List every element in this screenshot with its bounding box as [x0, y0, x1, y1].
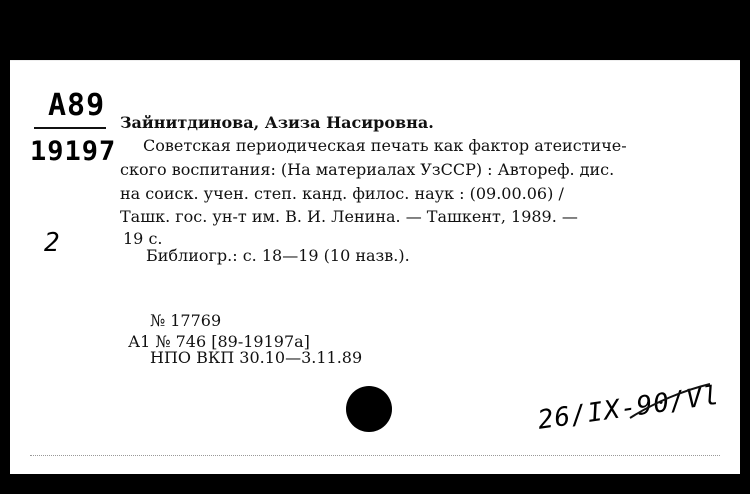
bibliography-note: Библиогр.: с. 18—19 (10 назв.).	[146, 246, 410, 265]
registry-number: № 17769	[150, 311, 222, 330]
title-line-2: ского воспитания: (На материалах УзССР) : Автореф. дис.	[120, 160, 615, 179]
registry-npo: НПО ВКП 30.10—3.11.89	[150, 348, 363, 367]
author-heading: Зайнитдинова, Азиза Насировна.	[120, 113, 434, 132]
signature-stroke	[625, 382, 715, 422]
call-number-divider	[34, 127, 106, 129]
title-line-1: Советская периодическая печать как фактор атеистиче-	[143, 136, 627, 155]
call-number-line2: 19197	[30, 136, 117, 167]
call-number-line1: A89	[48, 88, 106, 123]
punch-hole	[346, 386, 392, 432]
title-line-5: 19 с.	[123, 229, 163, 248]
handwritten-mark: 2	[44, 228, 61, 258]
handwritten-signature: 26/IX-90/Vl	[535, 380, 722, 436]
bottom-dotted-rule	[30, 455, 720, 456]
catalog-card	[10, 60, 740, 474]
title-line-4: Ташк. гос. ун-т им. В. И. Ленина. — Ташкент, 1989. —	[120, 207, 578, 226]
title-line-3: на соиск. учен. степ. канд. филос. наук : (09.00.06) /	[120, 184, 564, 203]
registry-code: А1 № 746 [89-19197а]	[128, 332, 310, 351]
